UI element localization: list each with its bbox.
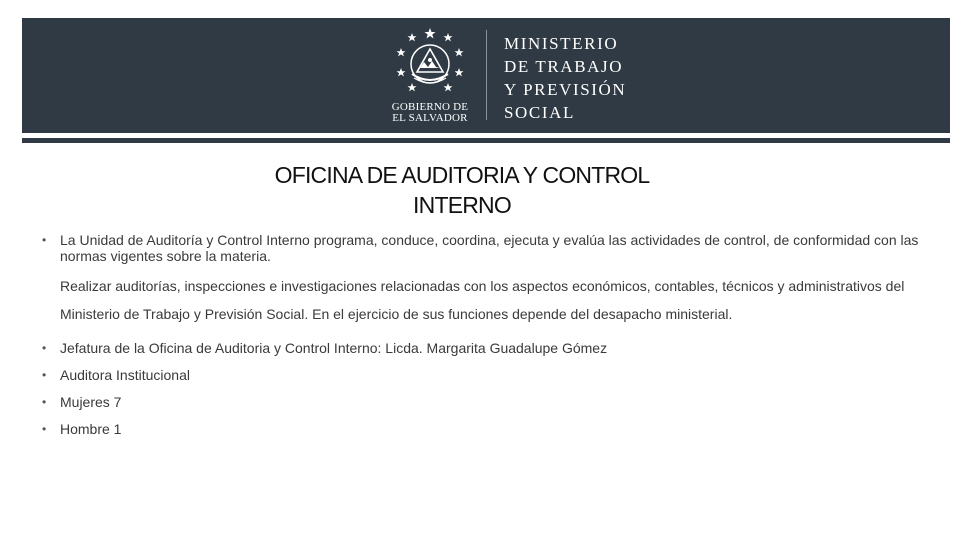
list-item-women: • Mujeres 7 [42,394,922,410]
ministry-line-1: MINISTERIO [504,34,619,53]
ministry-line-4: SOCIAL [504,103,575,122]
page-title [222,160,702,220]
functions-paragraph: Realizar auditorías, inspecciones e investigaciones relacionadas con los aspectos económicos, contables, técnicos y administrativos del Ministerio de Trabajo y Previsión Social. En el ejercicio de sus funciones depende del desapacho ministerial. [60,278,905,322]
coat-of-arms-seal [392,24,468,100]
government-wordmark [372,102,488,124]
header-divider [486,30,487,120]
list-item-men: • Hombre 1 [42,421,922,437]
header-bottom-rule [22,138,950,143]
ministry-line-2: DE TRABAJO [504,57,624,76]
staff-list [42,340,922,437]
list-item-auditor: • Auditora Institucional [42,367,922,383]
content-body [42,232,922,448]
gov-line-1: GOBIERNO DE [391,101,469,113]
ministry-wordmark [504,32,626,124]
list-item-head: • Jefatura de la Oficina de Auditoria y Control Interno: Licda. Margarita Guadalupe Gómez [42,340,922,356]
title-line-2: INTERNO [413,192,511,218]
gov-line-2: EL SALVADOR [392,112,468,124]
intro-bullet: • La Unidad de Auditoría y Control Interno programa, conduce, coordina, ejecuta y evalúa las actividades de control, de conformidad con las normas vigentes sobre la materia. [42,232,922,264]
title-line-1: OFICINA DE AUDITORIA Y CONTROL [274,162,650,188]
ministry-line-3: Y PREVISIÓN [504,80,627,99]
